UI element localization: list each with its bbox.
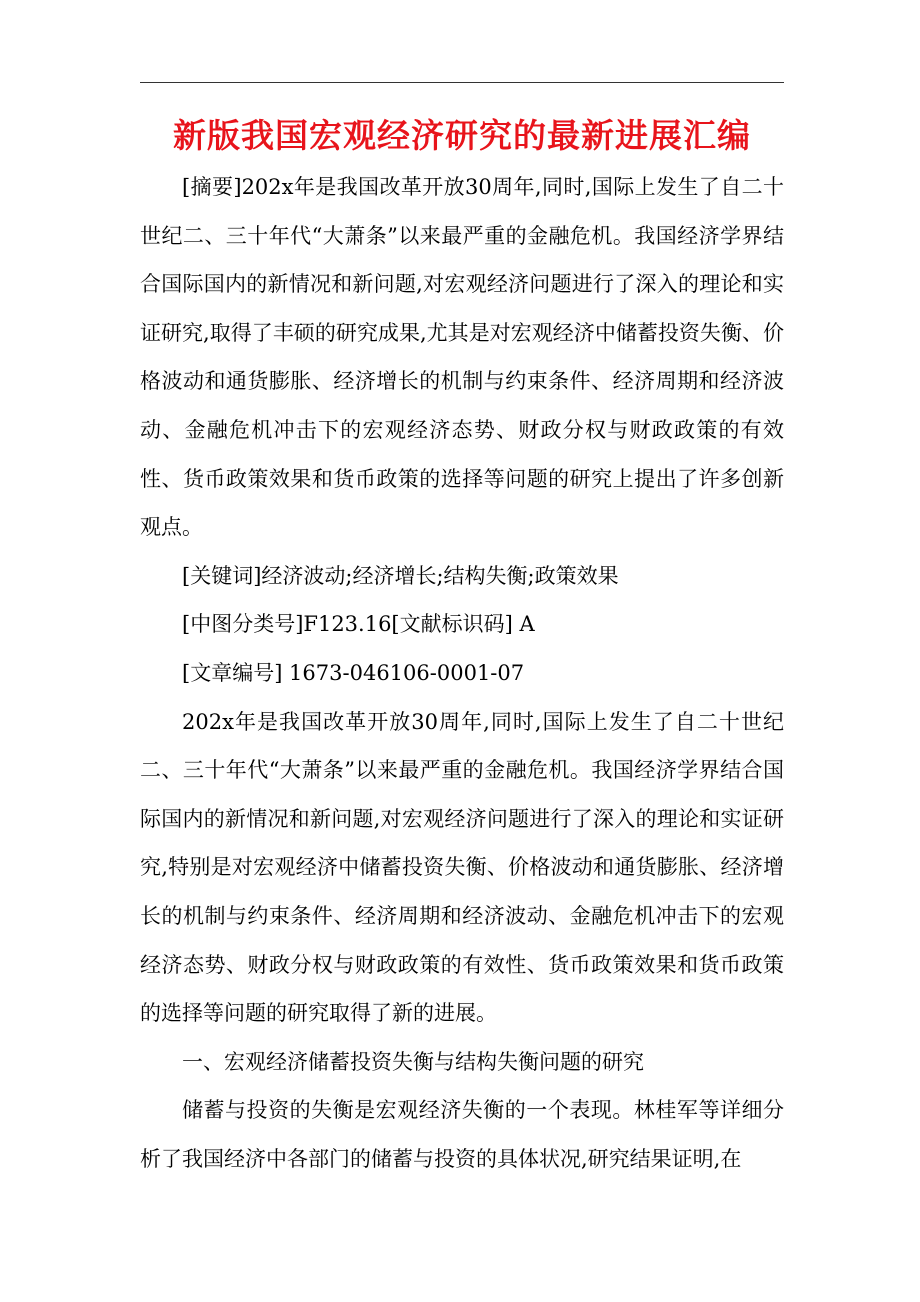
keywords-line: [关键词]经济波动;经济增长;结构失衡;政策效果 [182,563,619,588]
abstract-paragraph: [摘要]202x年是我国改革开放30周年,同时,国际上发生了自二十世纪二、三十年代“大萧条”以来最严重的金融危机。我国经济学界结合国际国内的新情况和新问题,对宏观经济问题进行了深入的理论和实证研究,取得了丰硕的研究成果,尤其是对宏观经济中储蓄投资失衡、价格波动和通货膨胀、经济增长的机制与约束条件、经济周期和经济波动、金融危机冲击下的宏观经济态势、财政分权与财政政策的有效性、货币政策效果和货币政策的选择等问题的研究上提出了许多创新观点。 [140,175,784,540]
section-heading: 一、宏观经济储蓄投资失衡与结构失衡问题的研究 [182,1049,644,1074]
document-body [140,163,784,1183]
intro-paragraph: 202x年是我国改革开放30周年,同时,国际上发生了自二十世纪二、三十年代“大萧条”以来最严重的金融危机。我国经济学界结合国际国内的新情况和新问题,对宏观经济问题进行了深入的理论和实证研究,特别是对宏观经济中储蓄投资失衡、价格波动和通货膨胀、经济增长的机制与约束条件、经济周期和经济波动、金融危机冲击下的宏观经济态势、财政分权与财政政策的有效性、货币政策效果和货币政策的选择等问题的研究取得了新的进展。 [140,709,784,1026]
document-page [140,0,784,1302]
classification-line: [中图分类号]F123.16[文献标识码] A [182,612,535,637]
article-number-line: [文章编号] 1673-046106-0001-07 [182,660,525,685]
top-rule [140,82,784,83]
document-title: 新版我国宏观经济研究的最新进展汇编 [173,116,751,155]
section-paragraph: 储蓄与投资的失衡是宏观经济失衡的一个表现。林桂军等详细分析了我国经济中各部门的储蓄与投资的具体状况,研究结果证明,在 [140,1098,784,1171]
